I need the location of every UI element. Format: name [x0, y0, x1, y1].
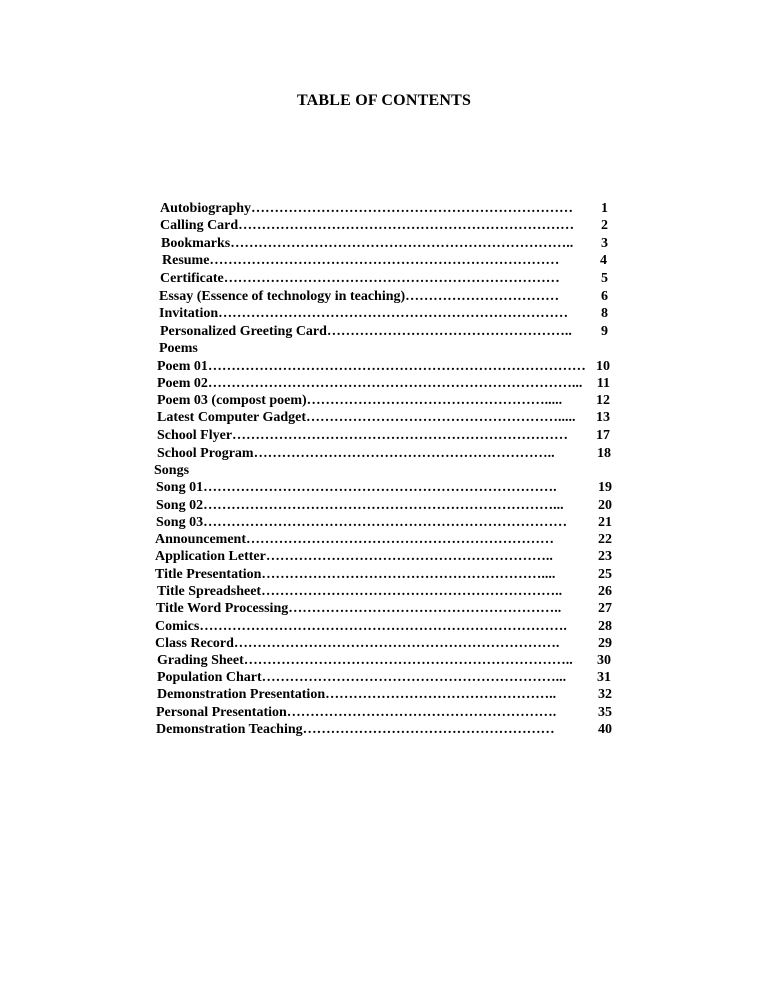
toc-entry[interactable]: Title Spreadsheet………………………………………………………..	[157, 584, 563, 599]
toc-entry[interactable]: Demonstration Presentation…………………………………………..	[157, 687, 557, 702]
toc-entry[interactable]: Invitation…………………………………………………………………	[159, 306, 569, 321]
toc-page-number: 40	[598, 722, 612, 737]
toc-entry[interactable]: Announcement…………………………………………………………	[155, 532, 555, 547]
toc-page-number: 5	[601, 271, 608, 286]
toc-page-number: 21	[598, 515, 612, 530]
toc-entry[interactable]: School Program………………………………………………………..	[157, 446, 555, 461]
toc-entry[interactable]: Autobiography……………………………………………………………	[160, 201, 574, 216]
toc-page-number: 20	[598, 498, 612, 513]
toc-page-number: 32	[598, 687, 612, 702]
page-title: TABLE OF CONTENTS	[296, 92, 472, 109]
toc-page-number: 13	[596, 410, 610, 425]
toc-page-number: 22	[598, 532, 612, 547]
toc-page-number: 9	[601, 324, 608, 339]
toc-page-number: 3	[601, 236, 608, 251]
toc-entry[interactable]: Certificate………………………………………………………………	[160, 271, 560, 286]
toc-page-number: 4	[600, 253, 607, 268]
toc-page-number: 28	[598, 619, 612, 634]
toc-page-number: 35	[598, 705, 612, 720]
toc-page-number: 18	[597, 446, 611, 461]
toc-page-number: 8	[601, 306, 608, 321]
toc-page-number: 6	[601, 289, 608, 304]
toc-page-number: 23	[598, 549, 612, 564]
toc-entry[interactable]: Personal Presentation………………………………………………….	[156, 705, 557, 720]
toc-entry[interactable]: Poem 01………………………………………………………………………	[157, 359, 586, 374]
toc-entry[interactable]: Class Record…………………………………………………………….	[155, 636, 560, 651]
toc-entry[interactable]: Grading Sheet……………………………………………………………..	[157, 653, 573, 668]
toc-page-number: 25	[598, 567, 612, 582]
toc-entry[interactable]: Poem 03 (compost poem)…………………………………………….....	[157, 393, 563, 408]
toc-page-number: 30	[597, 653, 611, 668]
toc-entry[interactable]: Latest Computer Gadget……………………………………………….....	[157, 410, 576, 425]
toc-entry[interactable]: Calling Card………………………………………………………………	[160, 218, 575, 233]
toc-page-number: 2	[601, 218, 608, 233]
toc-entry[interactable]: Personalized Greeting Card……………………………………………..	[160, 324, 572, 339]
toc-page-number: 31	[597, 670, 611, 685]
toc-entry[interactable]: Population Chart………………………………………………………...	[157, 670, 567, 685]
toc-page-number: 12	[596, 393, 610, 408]
toc-entry[interactable]: Essay (Essence of technology in teaching)……………………………	[159, 289, 560, 304]
toc-entry[interactable]: School Flyer………………………………………………………………	[157, 428, 569, 443]
toc-page-number: 26	[598, 584, 612, 599]
toc-entry[interactable]: Song 03……………………………………………………………………	[156, 515, 568, 530]
toc-entry[interactable]: Application Letter……………………………………………………..	[155, 549, 553, 564]
toc-page-number: 1	[601, 201, 608, 216]
toc-section-heading: Poems	[159, 341, 198, 356]
toc-entry[interactable]: Resume…………………………………………………………………	[162, 253, 560, 268]
toc-entry[interactable]: Song 01………………………………………………………………….	[156, 480, 557, 495]
toc-entry[interactable]: Title Presentation……………………………………………………....	[155, 567, 556, 582]
toc-entry[interactable]: Bookmarks………………………………………………………………..	[161, 236, 574, 251]
toc-entry[interactable]: Poem 02……………………………………………………………………...	[157, 376, 583, 391]
toc-entry[interactable]: Title Word Processing…………………………………………………..	[156, 601, 562, 616]
toc-page-number: 10	[596, 359, 610, 374]
toc-page-number: 27	[598, 601, 612, 616]
toc-entry[interactable]: Comics…………………………………………………………………….	[155, 619, 567, 634]
toc-section-heading: Songs	[154, 463, 190, 478]
toc-page-number: 17	[596, 428, 610, 443]
toc-page-number: 11	[596, 376, 610, 391]
toc-entry[interactable]: Demonstration Teaching………………………………………………	[156, 722, 555, 737]
toc-page-number: 19	[598, 480, 612, 495]
toc-page-number: 29	[598, 636, 612, 651]
toc-entry[interactable]: Song 02…………………………………………………………………...	[156, 498, 564, 513]
